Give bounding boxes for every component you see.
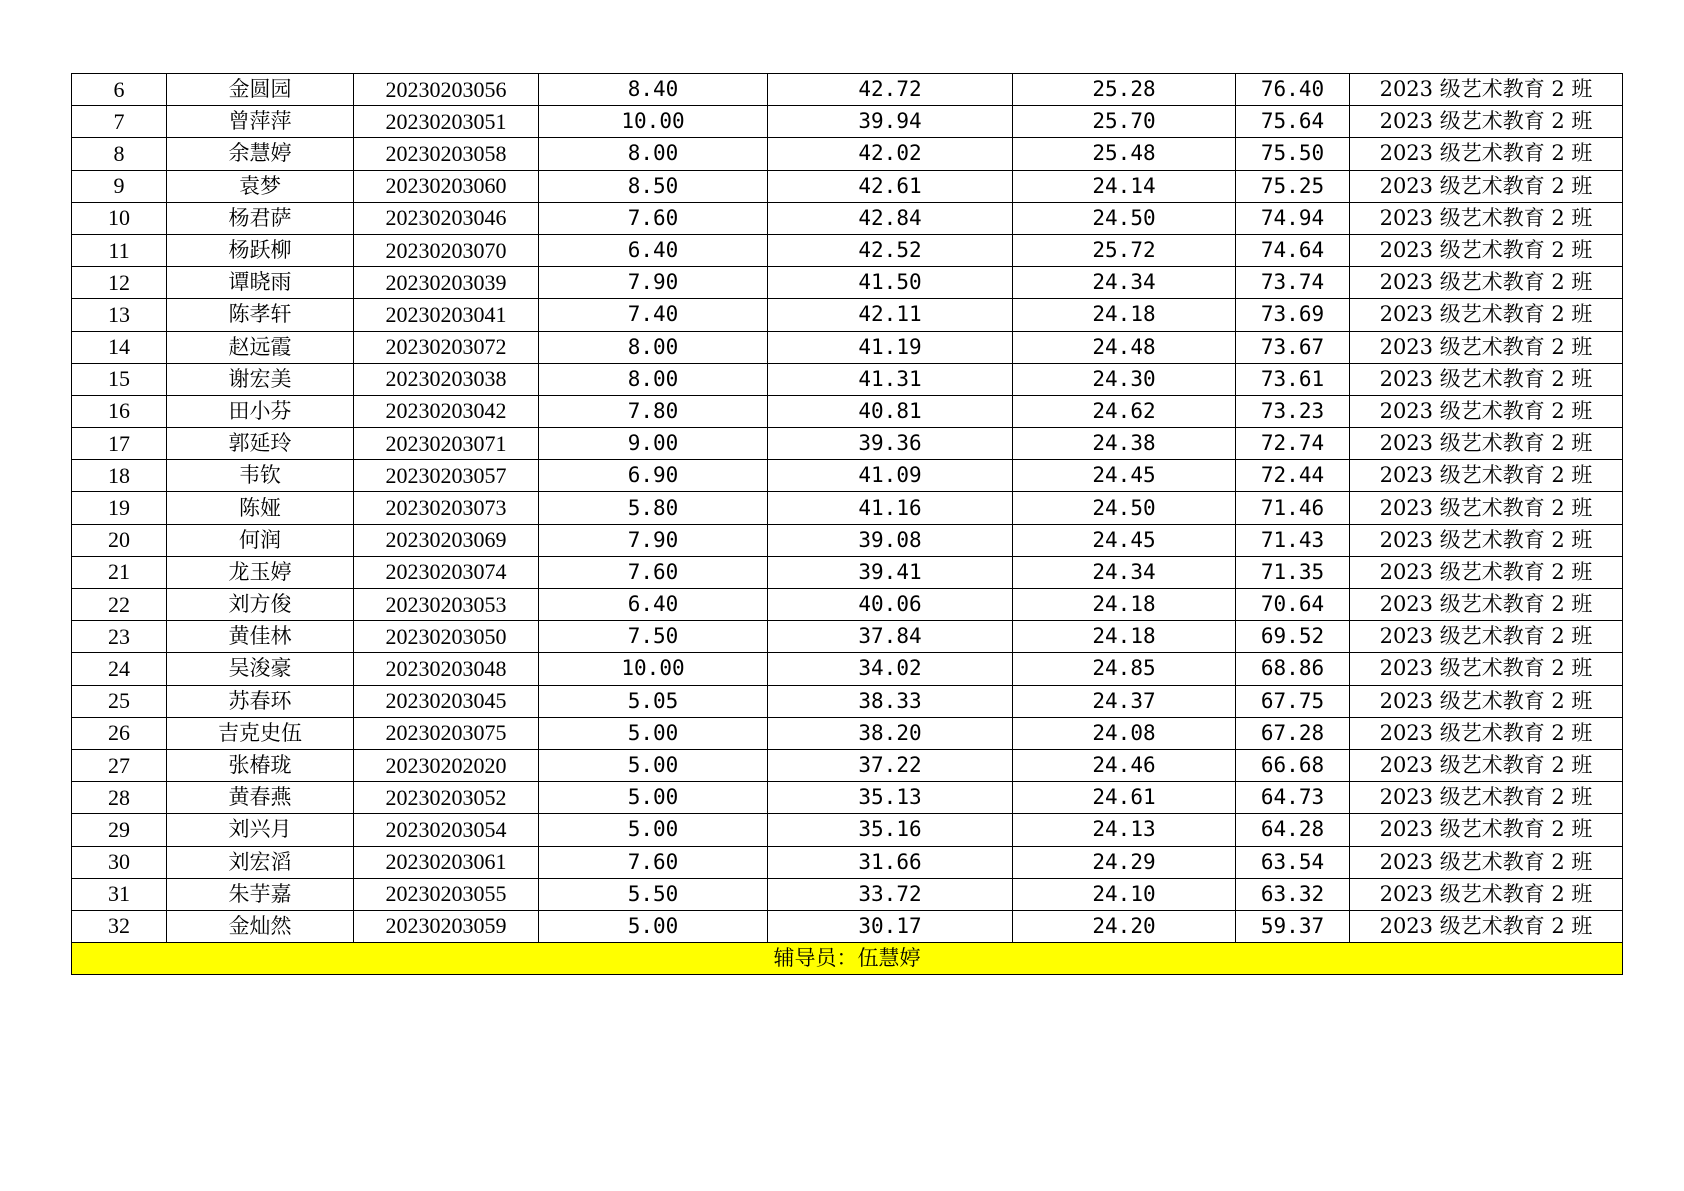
row-number-cell: 10: [72, 202, 167, 234]
row-number-cell: 24: [72, 653, 167, 685]
score-a-cell: 5.00: [539, 814, 768, 846]
score-a-cell: 7.60: [539, 202, 768, 234]
score-a-cell: 7.90: [539, 524, 768, 556]
student-id-cell: 20230203055: [354, 878, 539, 910]
student-name-cell: 龙玉婷: [167, 556, 354, 588]
class-name-cell: 2023 级艺术教育 2 班: [1350, 749, 1623, 781]
student-id-cell: 20230202020: [354, 749, 539, 781]
score-b-cell: 41.16: [768, 492, 1013, 524]
score-a-cell: 5.05: [539, 685, 768, 717]
table-row: [72, 846, 1623, 878]
total-score-cell: 68.86: [1236, 653, 1350, 685]
student-name-cell: 苏春环: [167, 685, 354, 717]
score-a-cell: 6.40: [539, 234, 768, 266]
score-a-cell: 8.00: [539, 331, 768, 363]
row-number-cell: 17: [72, 428, 167, 460]
table-row: [72, 556, 1623, 588]
score-b-cell: 30.17: [768, 910, 1013, 942]
row-number-cell: 29: [72, 814, 167, 846]
student-name-cell: 吉克史伍: [167, 717, 354, 749]
score-c-cell: 24.45: [1013, 460, 1236, 492]
score-b-cell: 33.72: [768, 878, 1013, 910]
table-row: [72, 170, 1623, 202]
score-b-cell: 39.08: [768, 524, 1013, 556]
total-score-cell: 66.68: [1236, 749, 1350, 781]
score-c-cell: 24.62: [1013, 395, 1236, 427]
row-number-cell: 30: [72, 846, 167, 878]
score-a-cell: 10.00: [539, 106, 768, 138]
student-id-cell: 20230203054: [354, 814, 539, 846]
student-name-cell: 朱芋嘉: [167, 878, 354, 910]
row-number-cell: 20: [72, 524, 167, 556]
table-row: [72, 878, 1623, 910]
score-c-cell: 24.48: [1013, 331, 1236, 363]
student-name-cell: 袁梦: [167, 170, 354, 202]
total-score-cell: 63.54: [1236, 846, 1350, 878]
score-c-cell: 24.13: [1013, 814, 1236, 846]
score-c-cell: 25.70: [1013, 106, 1236, 138]
score-c-cell: 24.29: [1013, 846, 1236, 878]
table-row: [72, 74, 1623, 106]
row-number-cell: 28: [72, 782, 167, 814]
score-a-cell: 5.00: [539, 717, 768, 749]
row-number-cell: 31: [72, 878, 167, 910]
total-score-cell: 73.61: [1236, 363, 1350, 395]
score-a-cell: 7.60: [539, 846, 768, 878]
table-row: [72, 428, 1623, 460]
score-b-cell: 42.61: [768, 170, 1013, 202]
score-c-cell: 24.30: [1013, 363, 1236, 395]
student-id-cell: 20230203072: [354, 331, 539, 363]
score-c-cell: 24.34: [1013, 556, 1236, 588]
score-b-cell: 42.11: [768, 299, 1013, 331]
class-name-cell: 2023 级艺术教育 2 班: [1350, 428, 1623, 460]
score-b-cell: 42.52: [768, 234, 1013, 266]
row-number-cell: 14: [72, 331, 167, 363]
score-c-cell: 24.46: [1013, 749, 1236, 781]
score-a-cell: 6.40: [539, 589, 768, 621]
score-a-cell: 8.00: [539, 363, 768, 395]
total-score-cell: 71.43: [1236, 524, 1350, 556]
score-c-cell: 25.72: [1013, 234, 1236, 266]
total-score-cell: 73.69: [1236, 299, 1350, 331]
score-c-cell: 24.34: [1013, 267, 1236, 299]
class-name-cell: 2023 级艺术教育 2 班: [1350, 234, 1623, 266]
class-name-cell: 2023 级艺术教育 2 班: [1350, 846, 1623, 878]
class-name-cell: 2023 级艺术教育 2 班: [1350, 363, 1623, 395]
row-number-cell: 18: [72, 460, 167, 492]
row-number-cell: 15: [72, 363, 167, 395]
class-name-cell: 2023 级艺术教育 2 班: [1350, 589, 1623, 621]
table-row: [72, 460, 1623, 492]
student-name-cell: 吴浚豪: [167, 653, 354, 685]
total-score-cell: 72.74: [1236, 428, 1350, 460]
student-name-cell: 陈孝轩: [167, 299, 354, 331]
score-c-cell: 24.10: [1013, 878, 1236, 910]
student-name-cell: 谭晓雨: [167, 267, 354, 299]
score-a-cell: 7.90: [539, 267, 768, 299]
total-score-cell: 67.28: [1236, 717, 1350, 749]
student-name-cell: 黄春燕: [167, 782, 354, 814]
total-score-cell: 71.46: [1236, 492, 1350, 524]
student-name-cell: 郭延玲: [167, 428, 354, 460]
score-c-cell: 24.37: [1013, 685, 1236, 717]
row-number-cell: 13: [72, 299, 167, 331]
score-c-cell: 25.28: [1013, 74, 1236, 106]
table-row: [72, 524, 1623, 556]
student-name-cell: 杨君萨: [167, 202, 354, 234]
student-id-cell: 20230203052: [354, 782, 539, 814]
score-c-cell: 25.48: [1013, 138, 1236, 170]
table-row: [72, 749, 1623, 781]
class-name-cell: 2023 级艺术教育 2 班: [1350, 202, 1623, 234]
total-score-cell: 69.52: [1236, 621, 1350, 653]
table-body: [72, 74, 1623, 975]
total-score-cell: 70.64: [1236, 589, 1350, 621]
student-name-cell: 张椿珑: [167, 749, 354, 781]
student-name-cell: 黄佳林: [167, 621, 354, 653]
class-name-cell: 2023 级艺术教育 2 班: [1350, 621, 1623, 653]
total-score-cell: 71.35: [1236, 556, 1350, 588]
student-id-cell: 20230203061: [354, 846, 539, 878]
table-row: [72, 234, 1623, 266]
class-name-cell: 2023 级艺术教育 2 班: [1350, 492, 1623, 524]
score-a-cell: 7.50: [539, 621, 768, 653]
class-name-cell: 2023 级艺术教育 2 班: [1350, 878, 1623, 910]
score-b-cell: 40.06: [768, 589, 1013, 621]
table-row: [72, 653, 1623, 685]
score-c-cell: 24.20: [1013, 910, 1236, 942]
student-id-cell: 20230203075: [354, 717, 539, 749]
total-score-cell: 73.23: [1236, 395, 1350, 427]
score-a-cell: 5.00: [539, 782, 768, 814]
table-row: [72, 331, 1623, 363]
student-id-cell: 20230203042: [354, 395, 539, 427]
student-name-cell: 田小芬: [167, 395, 354, 427]
score-b-cell: 39.41: [768, 556, 1013, 588]
row-number-cell: 12: [72, 267, 167, 299]
class-name-cell: 2023 级艺术教育 2 班: [1350, 106, 1623, 138]
score-a-cell: 5.00: [539, 749, 768, 781]
score-a-cell: 8.40: [539, 74, 768, 106]
total-score-cell: 73.74: [1236, 267, 1350, 299]
student-name-cell: 何润: [167, 524, 354, 556]
student-id-cell: 20230203038: [354, 363, 539, 395]
class-name-cell: 2023 级艺术教育 2 班: [1350, 524, 1623, 556]
table-row: [72, 202, 1623, 234]
row-number-cell: 23: [72, 621, 167, 653]
score-b-cell: 40.81: [768, 395, 1013, 427]
table-row: [72, 685, 1623, 717]
student-name-cell: 谢宏美: [167, 363, 354, 395]
student-id-cell: 20230203060: [354, 170, 539, 202]
score-c-cell: 24.50: [1013, 202, 1236, 234]
total-score-cell: 63.32: [1236, 878, 1350, 910]
total-score-cell: 74.64: [1236, 234, 1350, 266]
score-c-cell: 24.85: [1013, 653, 1236, 685]
class-name-cell: 2023 级艺术教育 2 班: [1350, 170, 1623, 202]
score-c-cell: 24.61: [1013, 782, 1236, 814]
student-id-cell: 20230203057: [354, 460, 539, 492]
score-c-cell: 24.08: [1013, 717, 1236, 749]
student-id-cell: 20230203046: [354, 202, 539, 234]
student-id-cell: 20230203050: [354, 621, 539, 653]
class-name-cell: 2023 级艺术教育 2 班: [1350, 782, 1623, 814]
row-number-cell: 8: [72, 138, 167, 170]
total-score-cell: 64.73: [1236, 782, 1350, 814]
table-row: [72, 395, 1623, 427]
score-a-cell: 9.00: [539, 428, 768, 460]
table-row: [72, 589, 1623, 621]
class-name-cell: 2023 级艺术教育 2 班: [1350, 685, 1623, 717]
student-id-cell: 20230203074: [354, 556, 539, 588]
table-row: [72, 717, 1623, 749]
class-name-cell: 2023 级艺术教育 2 班: [1350, 395, 1623, 427]
score-b-cell: 39.36: [768, 428, 1013, 460]
score-a-cell: 5.80: [539, 492, 768, 524]
class-name-cell: 2023 级艺术教育 2 班: [1350, 460, 1623, 492]
score-b-cell: 42.72: [768, 74, 1013, 106]
class-name-cell: 2023 级艺术教育 2 班: [1350, 653, 1623, 685]
class-name-cell: 2023 级艺术教育 2 班: [1350, 267, 1623, 299]
table-row: [72, 621, 1623, 653]
student-id-cell: 20230203048: [354, 653, 539, 685]
row-number-cell: 19: [72, 492, 167, 524]
score-b-cell: 31.66: [768, 846, 1013, 878]
table-row: [72, 267, 1623, 299]
table-row: [72, 782, 1623, 814]
student-id-cell: 20230203070: [354, 234, 539, 266]
score-a-cell: 8.00: [539, 138, 768, 170]
student-id-cell: 20230203059: [354, 910, 539, 942]
score-a-cell: 6.90: [539, 460, 768, 492]
row-number-cell: 26: [72, 717, 167, 749]
total-score-cell: 76.40: [1236, 74, 1350, 106]
row-number-cell: 11: [72, 234, 167, 266]
student-id-cell: 20230203058: [354, 138, 539, 170]
class-name-cell: 2023 级艺术教育 2 班: [1350, 299, 1623, 331]
student-id-cell: 20230203051: [354, 106, 539, 138]
student-name-cell: 杨跃柳: [167, 234, 354, 266]
student-id-cell: 20230203053: [354, 589, 539, 621]
row-number-cell: 16: [72, 395, 167, 427]
student-name-cell: 赵远霞: [167, 331, 354, 363]
table-row: [72, 138, 1623, 170]
table-row: [72, 492, 1623, 524]
counselor-row: [72, 943, 1623, 975]
counselor-label: 辅导员：伍慧婷: [72, 943, 1623, 975]
student-id-cell: 20230203073: [354, 492, 539, 524]
student-id-cell: 20230203041: [354, 299, 539, 331]
total-score-cell: 64.28: [1236, 814, 1350, 846]
score-b-cell: 37.84: [768, 621, 1013, 653]
score-table: [71, 73, 1623, 975]
score-b-cell: 37.22: [768, 749, 1013, 781]
score-b-cell: 35.13: [768, 782, 1013, 814]
total-score-cell: 67.75: [1236, 685, 1350, 717]
score-b-cell: 38.20: [768, 717, 1013, 749]
score-b-cell: 35.16: [768, 814, 1013, 846]
student-name-cell: 刘兴月: [167, 814, 354, 846]
total-score-cell: 74.94: [1236, 202, 1350, 234]
row-number-cell: 25: [72, 685, 167, 717]
score-a-cell: 5.00: [539, 910, 768, 942]
student-name-cell: 余慧婷: [167, 138, 354, 170]
table-row: [72, 910, 1623, 942]
score-c-cell: 24.18: [1013, 299, 1236, 331]
score-c-cell: 24.38: [1013, 428, 1236, 460]
student-name-cell: 韦钦: [167, 460, 354, 492]
student-name-cell: 刘宏滔: [167, 846, 354, 878]
score-c-cell: 24.18: [1013, 621, 1236, 653]
class-name-cell: 2023 级艺术教育 2 班: [1350, 331, 1623, 363]
score-b-cell: 41.19: [768, 331, 1013, 363]
student-id-cell: 20230203071: [354, 428, 539, 460]
total-score-cell: 72.44: [1236, 460, 1350, 492]
row-number-cell: 27: [72, 749, 167, 781]
score-b-cell: 38.33: [768, 685, 1013, 717]
score-a-cell: 7.60: [539, 556, 768, 588]
student-name-cell: 金圆园: [167, 74, 354, 106]
student-id-cell: 20230203069: [354, 524, 539, 556]
class-name-cell: 2023 级艺术教育 2 班: [1350, 556, 1623, 588]
score-b-cell: 41.50: [768, 267, 1013, 299]
class-name-cell: 2023 级艺术教育 2 班: [1350, 814, 1623, 846]
table-row: [72, 106, 1623, 138]
student-id-cell: 20230203039: [354, 267, 539, 299]
table-row: [72, 814, 1623, 846]
row-number-cell: 21: [72, 556, 167, 588]
total-score-cell: 75.64: [1236, 106, 1350, 138]
student-name-cell: 曾萍萍: [167, 106, 354, 138]
table-row: [72, 363, 1623, 395]
score-a-cell: 8.50: [539, 170, 768, 202]
class-name-cell: 2023 级艺术教育 2 班: [1350, 910, 1623, 942]
score-c-cell: 24.14: [1013, 170, 1236, 202]
score-a-cell: 7.80: [539, 395, 768, 427]
row-number-cell: 9: [72, 170, 167, 202]
student-id-cell: 20230203056: [354, 74, 539, 106]
student-id-cell: 20230203045: [354, 685, 539, 717]
total-score-cell: 75.25: [1236, 170, 1350, 202]
class-name-cell: 2023 级艺术教育 2 班: [1350, 138, 1623, 170]
total-score-cell: 73.67: [1236, 331, 1350, 363]
score-b-cell: 41.31: [768, 363, 1013, 395]
score-a-cell: 7.40: [539, 299, 768, 331]
total-score-cell: 75.50: [1236, 138, 1350, 170]
score-b-cell: 34.02: [768, 653, 1013, 685]
class-name-cell: 2023 级艺术教育 2 班: [1350, 74, 1623, 106]
table-row: [72, 299, 1623, 331]
score-b-cell: 39.94: [768, 106, 1013, 138]
row-number-cell: 6: [72, 74, 167, 106]
score-c-cell: 24.18: [1013, 589, 1236, 621]
score-c-cell: 24.45: [1013, 524, 1236, 556]
score-c-cell: 24.50: [1013, 492, 1236, 524]
student-name-cell: 陈娅: [167, 492, 354, 524]
score-b-cell: 42.84: [768, 202, 1013, 234]
score-a-cell: 10.00: [539, 653, 768, 685]
student-name-cell: 金灿然: [167, 910, 354, 942]
student-name-cell: 刘方俊: [167, 589, 354, 621]
row-number-cell: 22: [72, 589, 167, 621]
class-name-cell: 2023 级艺术教育 2 班: [1350, 717, 1623, 749]
row-number-cell: 7: [72, 106, 167, 138]
total-score-cell: 59.37: [1236, 910, 1350, 942]
score-b-cell: 42.02: [768, 138, 1013, 170]
score-b-cell: 41.09: [768, 460, 1013, 492]
row-number-cell: 32: [72, 910, 167, 942]
score-a-cell: 5.50: [539, 878, 768, 910]
